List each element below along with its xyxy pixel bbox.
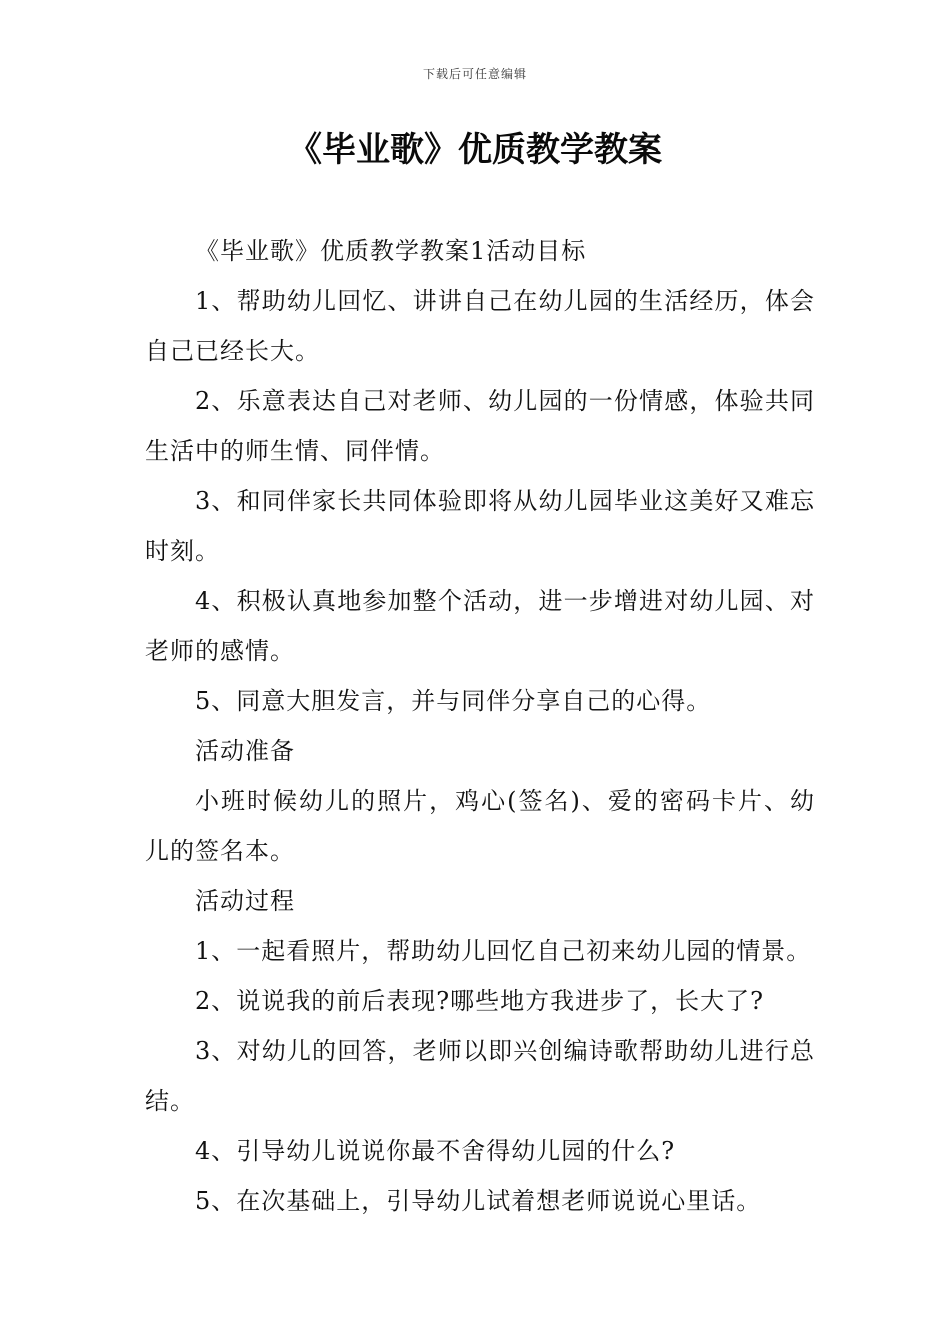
paragraph-goal-1: 1、帮助幼儿回忆、讲讲自己在幼儿园的生活经历，体会自己已经长大。 [145, 287, 815, 365]
paragraph-goal-4: 4、积极认真地参加整个活动，进一步增进对幼儿园、对老师的感情。 [145, 587, 815, 665]
paragraph-section-heading: 《毕业歌》优质教学教案1活动目标 [195, 237, 587, 265]
paragraph-preparation-heading: 活动准备 [195, 737, 295, 765]
document-body [145, 226, 815, 1226]
document-title: 《毕业歌》优质教学教案 [288, 130, 662, 170]
paragraph-goal-3: 3、和同伴家长共同体验即将从幼儿园毕业这美好又难忘时刻。 [145, 487, 815, 565]
paragraph-goal-2: 2、乐意表达自己对老师、幼儿园的一份情感，体验共同生活中的师生情、同伴情。 [145, 387, 815, 465]
header-note: 下载后可任意编辑 [422, 67, 527, 81]
paragraph-preparation-text: 小班时候幼儿的照片，鸡心(签名)、爱的密码卡片、幼儿的签名本。 [145, 787, 815, 865]
paragraph-process-2: 2、说说我的前后表现?哪些地方我进步了，长大了? [195, 987, 765, 1015]
paragraph-process-heading: 活动过程 [195, 887, 295, 915]
paragraph-process-1: 1、一起看照片，帮助幼儿回忆自己初来幼儿园的情景。 [195, 937, 812, 965]
paragraph-process-4: 4、引导幼儿说说你最不舍得幼儿园的什么? [195, 1137, 676, 1165]
paragraph-goal-5: 5、同意大胆发言，并与同伴分享自己的心得。 [195, 687, 712, 715]
paragraph-process-5: 5、在次基础上，引导幼儿试着想老师说说心里话。 [195, 1187, 762, 1215]
paragraph-process-3: 3、对幼儿的回答，老师以即兴创编诗歌帮助幼儿进行总结。 [145, 1037, 815, 1115]
